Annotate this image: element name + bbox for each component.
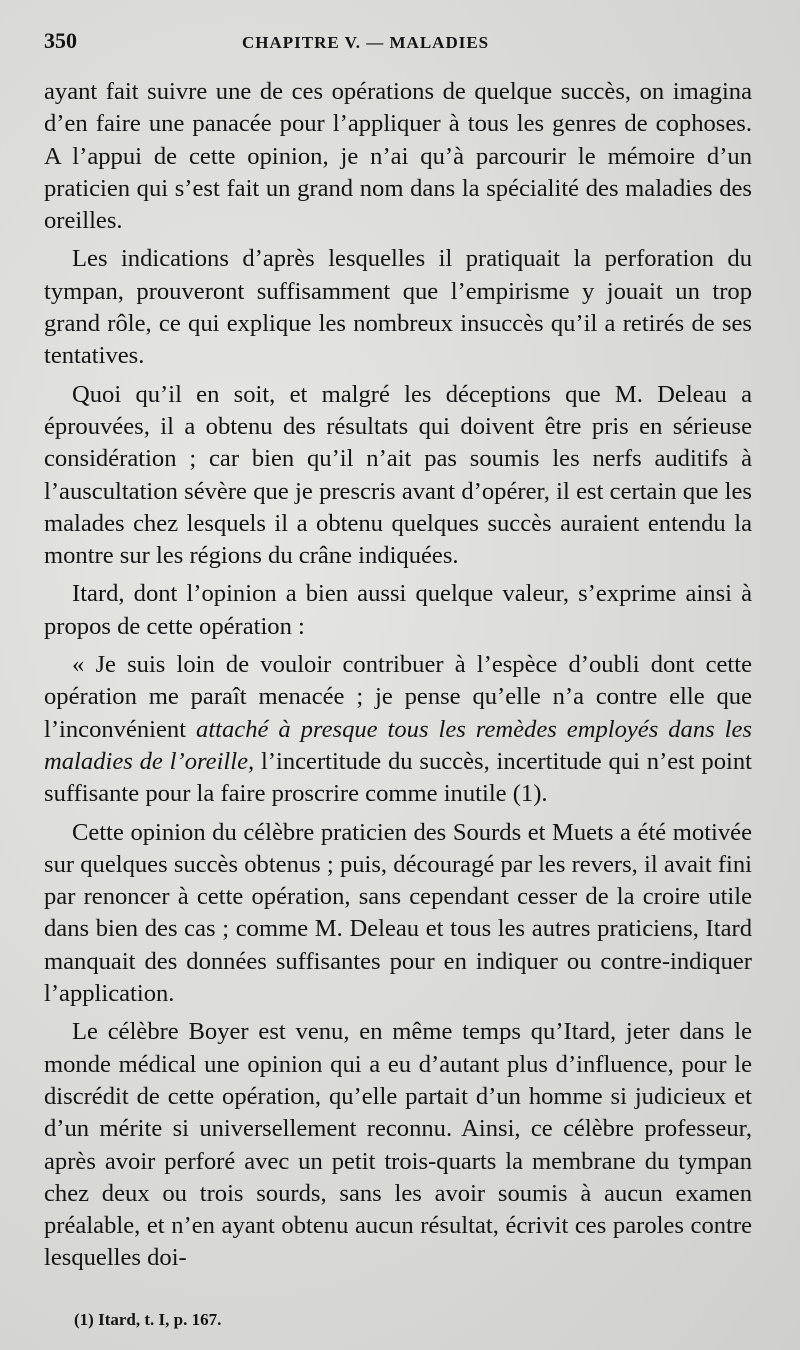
quotation-text: « Je suis loin de vouloir contribuer à l’espèce d’oubli dont cette opération me paraît menacée ; je pense qu’elle n’a contre elle que l’inconvénient: [44, 651, 752, 743]
body-text: [44, 76, 752, 1275]
footnote: (1) Itard, t. I, p. 167.: [74, 1310, 222, 1329]
running-title: CHAPITRE V. — MALADIES: [242, 33, 490, 52]
paragraph: Cette opinion du célèbre praticien des Sourds et Muets a été motivée sur quelques succès obtenus ; puis, découragé par les revers, il avait fini par renoncer à cette opération, sans cependant cesser de la croire utile dans bien des cas ; comme M. Deleau et tous les autres praticiens, Itard manquait des données suffisantes pour en indiquer ou contre-indiquer l’application.: [44, 818, 752, 1008]
running-head: [44, 28, 752, 68]
quotation-text-end: l’incertitude du succès, incertitude qui n’est point suffisante pour la faire proscrire comme inutile (1).: [44, 747, 752, 808]
paragraph: Itard, dont l’opinion a bien aussi quelque valeur, s’exprime ainsi à propos de cette opération :: [44, 580, 752, 640]
quotation-paragraph: [44, 649, 752, 810]
paragraph: ayant fait suivre une de ces opérations de quelque succès, on imagina d’en faire une panacée pour l’appliquer à tous les genres de cophoses. A l’appui de cette opinion, je n’ai qu’à parcourir le mémoire d’un praticien qui s’est fait un grand nom dans la spécialité des maladies des oreilles.: [44, 78, 752, 235]
paragraph: Le célèbre Boyer est venu, en même temps qu’Itard, jeter dans le monde médical une opinion qui a eu d’autant plus d’influence, pour le discrédit de cette opération, qu’elle partait d’un homme si judicieux et d’un mérite si universellement reconnu. Ainsi, ce célèbre professeur, après avoir perforé avec un petit trois-quarts la membrane du tympan chez deux ou trois sourds, sans les avoir soumis à aucun examen préalable, et n’en ayant obtenu aucun résultat, écrivit ces paroles contre lesquelles doi-: [44, 1018, 752, 1272]
paragraph: Les indications d’après lesquelles il pratiquait la perforation du tympan, prouveront suffisamment que l’empirisme y jouait un trop grand rôle, ce qui explique les nombreux insuccès qu’il a retirés de ses tentatives.: [44, 245, 752, 370]
paragraph: Quoi qu’il en soit, et malgré les déceptions que M. Deleau a éprouvées, il a obtenu des résultats qui doivent être pris en sérieuse considération ; car bien qu’il n’ait pas soumis les nerfs auditifs à l’auscultation sévère que je prescris avant d’opérer, il est certain que les malades chez lesquels il a obtenu quelques succès auraient entendu la montre sur les régions du crâne indiquées.: [44, 380, 752, 570]
quotation-italic: attaché à presque tous les remèdes employés dans les maladies de l’oreille,: [44, 715, 752, 775]
page-number: 350: [44, 28, 77, 53]
